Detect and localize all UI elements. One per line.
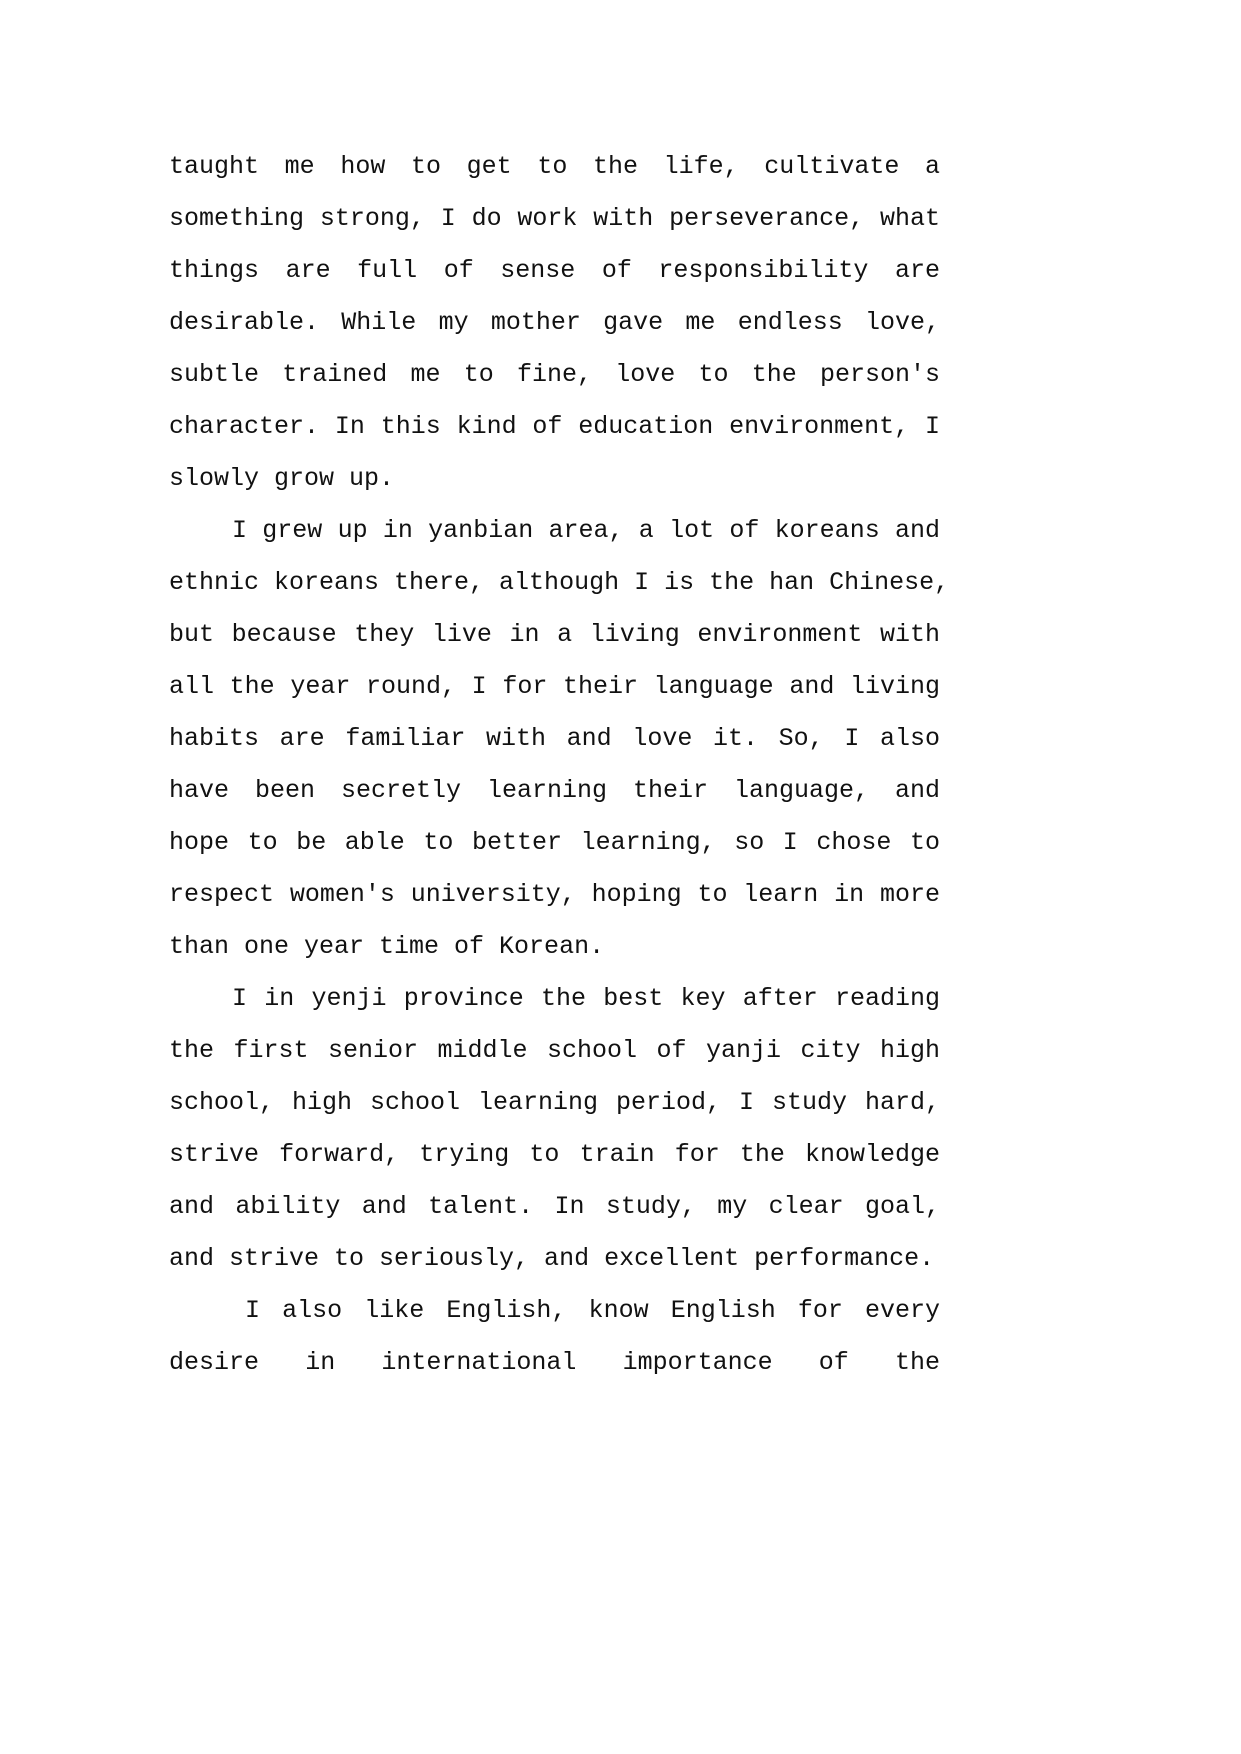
text-line: I in yenji province the best key after reading (232, 984, 940, 1013)
text-line: ethnic koreans there, although I is the han Chinese, (169, 568, 950, 597)
body-text (169, 141, 950, 1389)
text-line: I also like English, know English for every (245, 1296, 940, 1325)
text-line: than one year time of Korean. (169, 932, 605, 961)
text-line: slowly grow up. (169, 464, 395, 493)
text-line: and ability and talent. In study, my clear goal, (169, 1192, 940, 1221)
text-line: hope to be able to better learning, so I chose to (169, 828, 940, 857)
paragraph-1 (169, 141, 940, 505)
text-line: all the year round, I for their language and living (169, 672, 940, 701)
text-line: character. In this kind of education environment, I (169, 412, 940, 441)
text-line: school, high school learning period, I study hard, (169, 1088, 940, 1117)
paragraph-2 (169, 505, 950, 973)
text-line: but because they live in a living environment with (169, 620, 940, 649)
text-line: have been secretly learning their language, and (169, 776, 940, 805)
text-line: desirable. While my mother gave me endless love, (169, 308, 940, 337)
text-line: and strive to seriously, and excellent performance. (169, 1244, 935, 1273)
text-line: things are full of sense of responsibility are (169, 256, 940, 285)
text-line: desire in international importance of the (169, 1348, 940, 1377)
text-line: taught me how to get to the life, cultivate a (169, 152, 940, 181)
paragraph-3 (169, 973, 940, 1285)
text-line: the first senior middle school of yanji city high (169, 1036, 940, 1065)
text-line: I grew up in yanbian area, a lot of koreans and (232, 516, 940, 545)
text-line: something strong, I do work with perseverance, what (169, 204, 940, 233)
text-line: subtle trained me to fine, love to the person's (169, 360, 940, 389)
text-line: respect women's university, hoping to learn in more (169, 880, 940, 909)
text-line: strive forward, trying to train for the knowledge (169, 1140, 940, 1169)
text-line: habits are familiar with and love it. So, I also (169, 724, 940, 753)
paragraph-4 (169, 1285, 940, 1389)
